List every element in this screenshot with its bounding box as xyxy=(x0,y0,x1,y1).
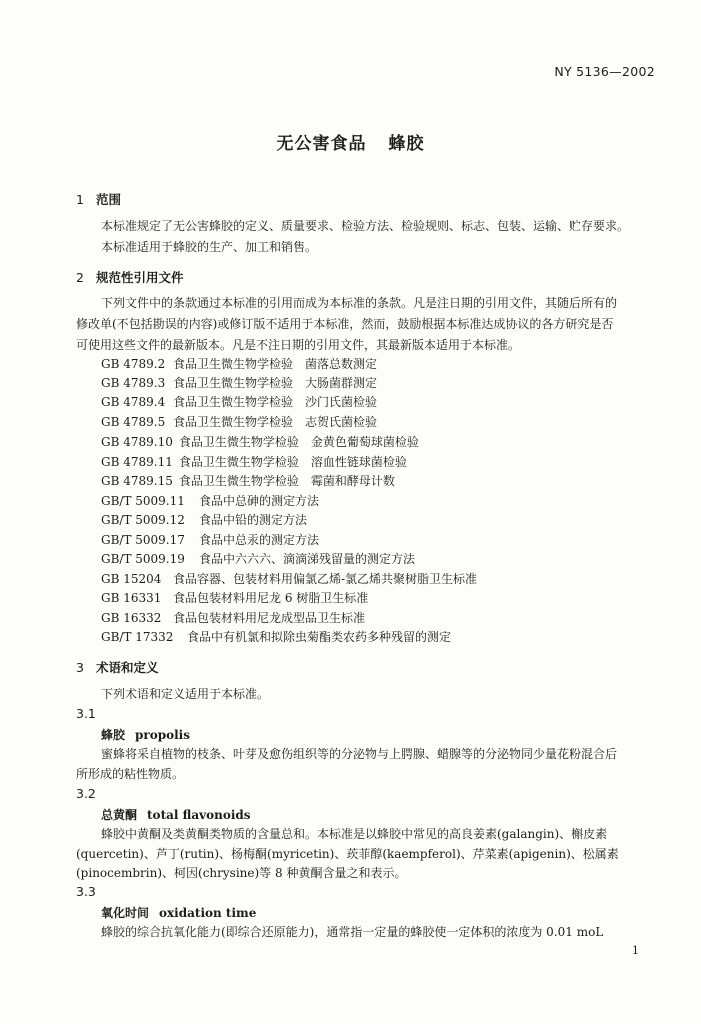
section-2-heading: 2 规范性引用文件 xyxy=(76,270,184,285)
ref-item: GB/T 5009.11 食品中总砷的测定方法 xyxy=(101,494,320,508)
term-3-2-number: 3.2 xyxy=(76,786,96,801)
sec2-intro-line-3: 可使用这些文件的最新版本。凡是不注日期的引用文件，其最新版本适用于本标准。 xyxy=(76,338,521,352)
ref-item: GB 15204 食品容器、包装材料用偏氯乙烯-氯乙烯共聚树脂卫生标准 xyxy=(101,572,478,586)
ref-item: GB/T 17332 食品中有机氯和拟除虫菊酯类农药多种残留的测定 xyxy=(101,630,452,644)
term-3-3-number: 3.3 xyxy=(76,884,96,899)
section-3-heading: 3 术语和定义 xyxy=(76,660,159,675)
ref-item: GB 4789.15 食品卫生微生物学检验 霉菌和酵母计数 xyxy=(101,474,395,488)
page-number: 1 xyxy=(632,944,639,957)
ref-item: GB 4789.10 食品卫生微生物学检验 金黄色葡萄球菌检验 xyxy=(101,435,419,449)
sec3-intro: 下列术语和定义适用于本标准。 xyxy=(101,687,270,701)
ref-item: GB/T 5009.19 食品中六六六、滴滴涕残留量的测定方法 xyxy=(101,552,416,566)
term-3-3-name: 氧化时间 oxidation time xyxy=(101,906,257,920)
section-1-heading: 1 范围 xyxy=(76,192,122,207)
ref-item: GB/T 5009.12 食品中铅的测定方法 xyxy=(101,513,308,527)
term-3-1-number: 3.1 xyxy=(76,706,96,721)
sec2-intro-line-2: 修改单(不包括勘误的内容)或修订版不适用于本标准，然而，鼓励根据本标准达成协议的各方研究是否 xyxy=(76,317,614,331)
term-3-2-line-3: (pinocembrin)、柯因(chrysine)等 8 种黄酮含量之和表示。 xyxy=(76,866,407,880)
ref-item: GB 16332 食品包装材料用尼龙成型品卫生标准 xyxy=(101,611,366,625)
ref-item: GB 4789.2 食品卫生微生物学检验 菌落总数测定 xyxy=(101,357,378,371)
ref-item: GB 4789.11 食品卫生微生物学检验 溶血性链球菌检验 xyxy=(101,455,407,469)
ref-item: GB 4789.4 食品卫生微生物学检验 沙门氏菌检验 xyxy=(101,395,378,409)
term-3-2-line-1: 蜂胶中黄酮及类黄酮类物质的含量总和。本标准是以蜂胶中常见的高良姜素(galangin)、槲皮素 xyxy=(101,827,608,841)
title-part-2: 蜂胶 xyxy=(388,134,425,154)
ref-item: GB 4789.3 食品卫生微生物学检验 大肠菌群测定 xyxy=(101,376,378,390)
sec1-line-2: 本标准适用于蜂胶的生产、加工和销售。 xyxy=(101,240,318,254)
ref-item: GB/T 5009.17 食品中总汞的测定方法 xyxy=(101,533,320,547)
term-3-1-line-1: 蜜蜂将采自植物的枝条、叶芽及愈伤组织等的分泌物与上腭腺、蜡腺等的分泌物同少量花粉混合后 xyxy=(101,747,618,761)
term-3-2-name: 总黄酮 total flavonoids xyxy=(101,808,251,822)
title-part-1: 无公害食品 xyxy=(276,134,367,154)
ref-item: GB 16331 食品包装材料用尼龙 6 树脂卫生标准 xyxy=(101,591,369,605)
term-3-1-line-2: 所形成的粘性物质。 xyxy=(76,767,185,781)
ref-item: GB 4789.5 食品卫生微生物学检验 志贺氏菌检验 xyxy=(101,415,378,429)
sec2-intro-line-1: 下列文件中的条款通过本标准的引用而成为本标准的条款。凡是注日期的引用文件，其随后所有的 xyxy=(101,296,618,310)
standard-code: NY 5136—2002 xyxy=(554,64,655,79)
document-title xyxy=(0,129,701,154)
term-3-2-line-2: (quercetin)、芦丁(rutin)、杨梅酮(myricetin)、莰菲醇(kaempferol)、芹菜素(apigenin)、松属素 xyxy=(76,847,619,861)
term-3-1-name: 蜂胶 propolis xyxy=(101,728,190,742)
term-3-3-line-1: 蜂胶的综合抗氧化能力(即综合还原能力)，通常指一定量的蜂胶使一定体积的浓度为 0.01 moL xyxy=(101,925,604,939)
sec1-line-1: 本标准规定了无公害蜂胶的定义、质量要求、检验方法、检验规则、标志、包装、运输、贮存要求。 xyxy=(101,219,630,233)
